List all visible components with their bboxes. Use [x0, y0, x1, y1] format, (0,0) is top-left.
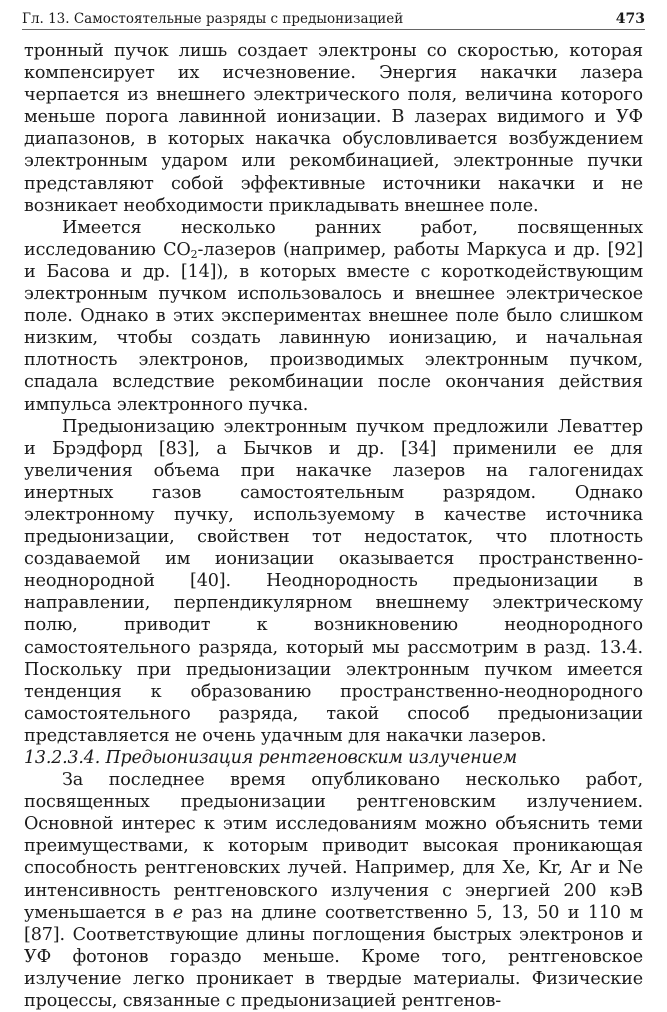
body-text — [24, 40, 643, 1012]
running-header — [22, 8, 645, 30]
page-number: 473 — [615, 10, 645, 27]
paragraph-text: раз на длине соответственно 5, 13, 50 и 110 м [87]. Соответствующие длины поглощения быстрых электронов и УФ фотонов гораздо меньше. Кроме того, рентгеновское излучение легко проникает в твердые материалы. Физические процессы, связанные с предыонизацией рентгенов- — [24, 902, 643, 1012]
paragraph-text: За последнее время опубликовано несколько работ, посвященных предыонизации рентгеновским излучением. Основной интерес к этим исследованиям можно объяснить теми преимуществами, к которым приводит высокая проникающая способность рентгеновских лучей. Например, для Xe, Kr, Ar и Ne интенсивность рентгеновского излучения с энергией 200 кэВ уменьшается в — [24, 770, 643, 923]
subscript: 2 — [190, 247, 198, 261]
paragraph-text: -лазеров (например, работы Маркуса и др. [92] и Басова и др. [14]), в которых вместе с короткодействующим электронным пучком использовалось и внешнее электрическое поле. Однако в этих экспериментах внешнее поле было слишком низким, чтобы создать лавинную ионизацию, и начальная плотность электронов, производимых электронным пучком, спадала вследствие рекомбинации после окончания действия импульса электронного пучка. — [24, 239, 643, 415]
paragraph — [24, 769, 643, 1012]
italic-symbol: e — [172, 902, 184, 923]
paragraph — [24, 217, 643, 416]
paragraph-text: Имеется несколько ранних работ, посвященных исследованию CO — [24, 217, 643, 260]
chapter-title: Гл. 13. Самостоятельные разряды с предыонизацией — [22, 10, 404, 27]
section-heading: 13.2.3.4. Предыонизация рентгеновским излучением — [24, 748, 517, 768]
paragraph: тронный пучок лишь создает электроны со скоростью, которая компенсирует их исчезновение. Энергия накачки лазера черпается из внешнего электрического поля, величина которого меньше порога лавинной ионизации. В лазерах видимого и УФ диапазонов, в которых накачка обусловливается возбуждением электронным ударом или рекомбинацией, электронные пучки представляют собой эффективные источники накачки и не возникает необходимости прикладывать внешнее поле. — [24, 41, 643, 216]
paragraph: Предыонизацию электронным пучком предложили Леваттер и Брэдфорд [83], а Бычков и др. [34] применили ее для увеличения объема при накачке лазеров на галогенидах инертных газов самостоятельным разрядом. Однако электронному пучку, используемому в качестве источника предыонизации, свойствен тот недостаток, что плотность создаваемой им ионизации оказывается пространственно-неоднородной [40]. Неоднородность предыонизации в направлении, перпендикулярном внешнему электрическому полю, приводит к возникновению неоднородного самостоятельного разряда, который мы рассмотрим в разд. 13.4. Поскольку при предыонизации электронным пучком имеется тенденция к образованию пространственно-неоднородного самостоятельного разряда, такой способ предыонизации представляется не очень удачным для накачки лазеров. — [24, 416, 643, 746]
